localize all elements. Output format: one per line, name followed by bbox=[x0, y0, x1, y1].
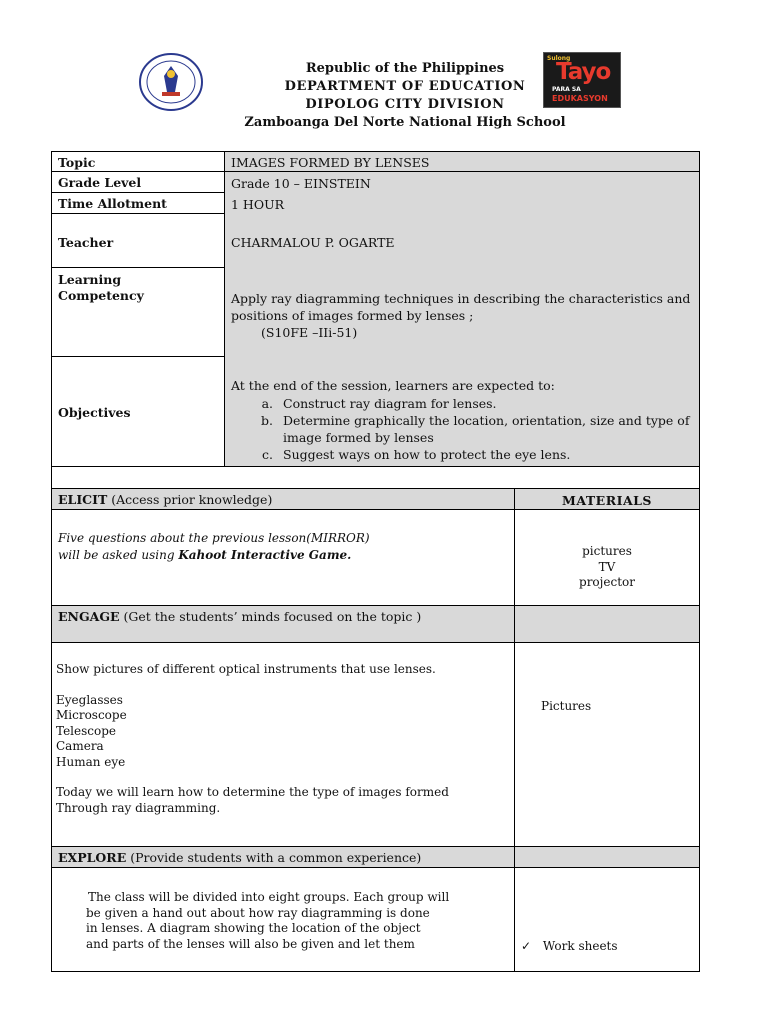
elicit-title: ELICIT bbox=[58, 492, 108, 507]
division-line: DIPOLOG CITY DIVISION bbox=[305, 97, 505, 112]
engage-subtitle: (Get the students’ minds focused on the topic ) bbox=[123, 609, 422, 624]
teacher-label: Teacher bbox=[51, 213, 225, 268]
department-line: DEPARTMENT OF EDUCATION bbox=[284, 79, 526, 94]
logo-line-2: EDUKASYON bbox=[552, 94, 608, 103]
engage-materials bbox=[514, 642, 700, 847]
republic-line: Republic of the Philippines bbox=[305, 61, 505, 76]
grade-label: Grade Level bbox=[51, 171, 225, 193]
logo-top-tag: Sulong bbox=[547, 55, 571, 62]
explore-header bbox=[51, 846, 515, 868]
material-item: TV bbox=[598, 559, 616, 574]
engage-header bbox=[51, 605, 515, 643]
grade-value: Grade 10 – EINSTEIN bbox=[231, 176, 371, 191]
objectives-label: Objectives bbox=[51, 356, 225, 467]
explore-subtitle: (Provide students with a common experience) bbox=[130, 850, 422, 865]
checkmark-icon: ✓ bbox=[521, 939, 532, 953]
explore-material-item: Work sheets bbox=[542, 939, 618, 953]
document-header bbox=[240, 60, 570, 132]
objective-item: a. Construct ray diagram for lenses. bbox=[277, 395, 695, 412]
explore-materials-header bbox=[514, 846, 700, 868]
elicit-materials bbox=[514, 509, 700, 606]
instrument-item: Microscope bbox=[56, 708, 127, 722]
competency-code: (S10FE –IIi-51) bbox=[261, 325, 358, 340]
deped-seal-icon bbox=[138, 52, 204, 112]
elicit-text: Five questions about the previous lesson(MIRROR) will be asked using bbox=[58, 531, 370, 562]
competency-label bbox=[51, 267, 225, 357]
competency-label-line-1: Learning bbox=[58, 272, 122, 287]
engage-closing-1: Today we will learn how to determine the type of images formed bbox=[56, 785, 449, 799]
info-divider bbox=[224, 171, 700, 172]
material-item: pictures bbox=[582, 544, 632, 558]
engage-body bbox=[51, 642, 515, 847]
logo-brand: Tayo bbox=[556, 59, 611, 85]
elicit-subtitle: (Access prior knowledge) bbox=[111, 492, 273, 507]
elicit-header bbox=[51, 488, 515, 510]
instrument-item: Eyeglasses bbox=[56, 692, 123, 707]
instrument-item: Human eye bbox=[56, 754, 126, 769]
explore-line: The class will be divided into eight groups. Each group will bbox=[88, 890, 450, 904]
explore-materials bbox=[514, 867, 700, 972]
time-label: Time Allotment bbox=[51, 192, 225, 214]
explore-title: EXPLORE bbox=[58, 850, 127, 865]
explore-body bbox=[51, 867, 515, 972]
time-value: 1 HOUR bbox=[231, 197, 285, 212]
engage-closing-2: Through ray diagramming. bbox=[56, 800, 221, 815]
explore-line: and parts of the lenses will also be given and let them bbox=[86, 936, 415, 951]
elicit-text-bold: Kahoot Interactive Game. bbox=[178, 548, 352, 562]
spacer-row bbox=[51, 466, 700, 489]
engage-title: ENGAGE bbox=[58, 609, 120, 624]
materials-header: MATERIALS bbox=[514, 488, 700, 510]
elicit-body bbox=[51, 509, 515, 606]
logo-line-1: PARA SA bbox=[552, 86, 581, 93]
school-line: Zamboanga Del Norte National High School bbox=[244, 115, 566, 130]
objective-item: c. Suggest ways on how to protect the eye lens. bbox=[277, 446, 695, 463]
material-item: projector bbox=[579, 575, 635, 589]
objectives-list bbox=[231, 395, 695, 463]
competency-statement: Apply ray diagramming techniques in describing the characteristics and positions of images formed by lenses ; bbox=[231, 291, 691, 323]
topic-label: Topic bbox=[51, 151, 225, 172]
engage-material-item: Pictures bbox=[541, 699, 592, 713]
engage-materials-header bbox=[514, 605, 700, 643]
topic-value: IMAGES FORMED BY LENSES bbox=[231, 155, 430, 170]
engage-intro: Show pictures of different optical instruments that use lenses. bbox=[56, 662, 436, 676]
explore-line: be given a hand out about how ray diagramming is done bbox=[86, 905, 430, 920]
instrument-item: Telescope bbox=[56, 723, 116, 738]
explore-line: in lenses. A diagram showing the location of the object bbox=[86, 921, 421, 935]
competency-text bbox=[225, 288, 695, 341]
objectives-text bbox=[225, 375, 695, 463]
objective-item: b. Determine graphically the location, orientation, size and type of image formed by lenses bbox=[277, 412, 695, 446]
teacher-value: CHARMALOU P. OGARTE bbox=[231, 235, 395, 250]
competency-label-line-2: Competency bbox=[58, 288, 144, 303]
instrument-item: Camera bbox=[56, 739, 104, 753]
objectives-intro: At the end of the session, learners are expected to: bbox=[231, 378, 555, 393]
